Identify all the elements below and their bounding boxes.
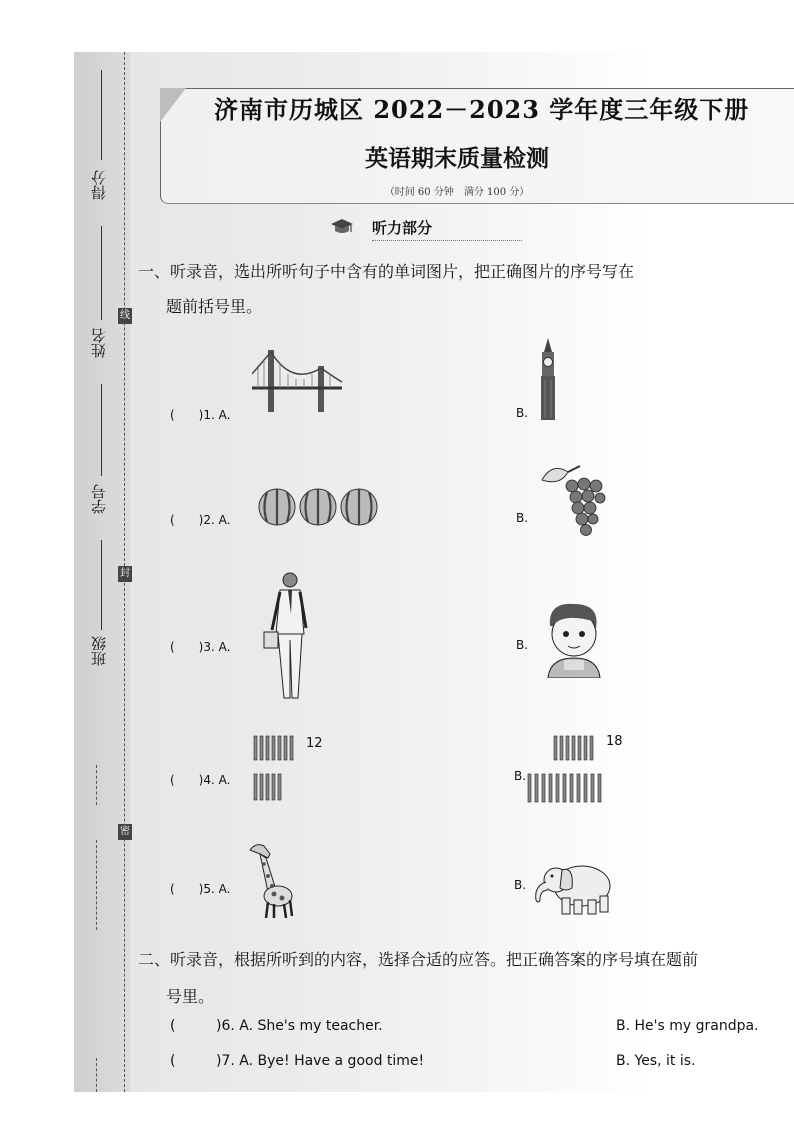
q6-option-a: )6. A. She's my teacher. (216, 1018, 383, 1034)
binding-dashed-line-left (96, 1058, 97, 1092)
graduation-cap-icon (330, 218, 354, 236)
exam-subject-title: 英语期末质量检测 (365, 145, 549, 172)
q4-label: ( )4. A. (170, 773, 231, 787)
part2-instruction-cont: 号里。 (166, 987, 215, 1006)
seal-seal-mark: 封 (118, 566, 132, 582)
q7-option-a: )7. A. Bye! Have a good time! (216, 1053, 425, 1069)
bridge-icon (252, 346, 342, 414)
class-label: 班级 (90, 636, 108, 666)
q4-b-count: 18 (606, 734, 623, 749)
listening-section-heading (330, 214, 432, 240)
score-label: 得分 (90, 170, 108, 200)
class-line (101, 540, 102, 630)
q7-option-b: B. Yes, it is. (616, 1053, 696, 1069)
q2-option-b: B. (516, 511, 529, 525)
q6-option-b: B. He's my grandpa. (616, 1018, 759, 1034)
binding-dashed-line-left (96, 765, 97, 805)
big-ben-icon (536, 338, 560, 420)
q2-label: ( )2. A. (170, 513, 231, 527)
seal-secret-mark: 密 (118, 824, 132, 840)
section-underline (372, 240, 522, 241)
part2-instruction: 二、听录音，根据所听到的内容，选择合适的应答。把正确答案的序号填在题前 (138, 950, 699, 969)
q5-label: ( )5. A. (170, 882, 231, 896)
sticks-12-icon (252, 734, 298, 802)
q3-label: ( )3. A. (170, 640, 231, 654)
exam-title: 济南市历城区 2022－2023 学年度三年级下册 (214, 95, 750, 124)
giraffe-icon (246, 840, 298, 920)
man-in-suit-icon (262, 570, 314, 702)
q1-label: ( )1. A. (170, 408, 231, 422)
q3-option-b: B. (516, 638, 529, 652)
section-title: 听力部分 (372, 218, 433, 237)
q4-a-count: 12 (306, 736, 323, 751)
paper-sheet (74, 52, 794, 1092)
student-id-label: 学号 (90, 484, 108, 514)
boy-icon (544, 600, 604, 678)
name-line (101, 226, 102, 320)
q6-paren: ( (170, 1018, 176, 1034)
exam-time-score: （时间 60 分钟 满分 100 分） (384, 187, 530, 198)
watermelons-icon (258, 488, 378, 526)
q1-option-b: B. (516, 406, 529, 420)
q4-option-b: B. (514, 769, 527, 783)
student-id-line (101, 384, 102, 476)
seal-line-mark: 线 (118, 308, 132, 324)
q7-paren: ( (170, 1053, 176, 1069)
sticks-18-icon (526, 734, 618, 804)
part1-instruction: 一、听录音，选出所听句子中含有的单词图片，把正确图片的序号写在 (138, 262, 635, 281)
elephant-icon (530, 858, 616, 916)
banner-folded-corner (160, 88, 186, 122)
q5-option-b: B. (514, 878, 527, 892)
grapes-icon (538, 460, 610, 542)
name-label: 姓名 (90, 328, 108, 358)
binding-dashed-line-left (96, 840, 97, 930)
part1-instruction-cont: 题前括号里。 (166, 297, 263, 316)
